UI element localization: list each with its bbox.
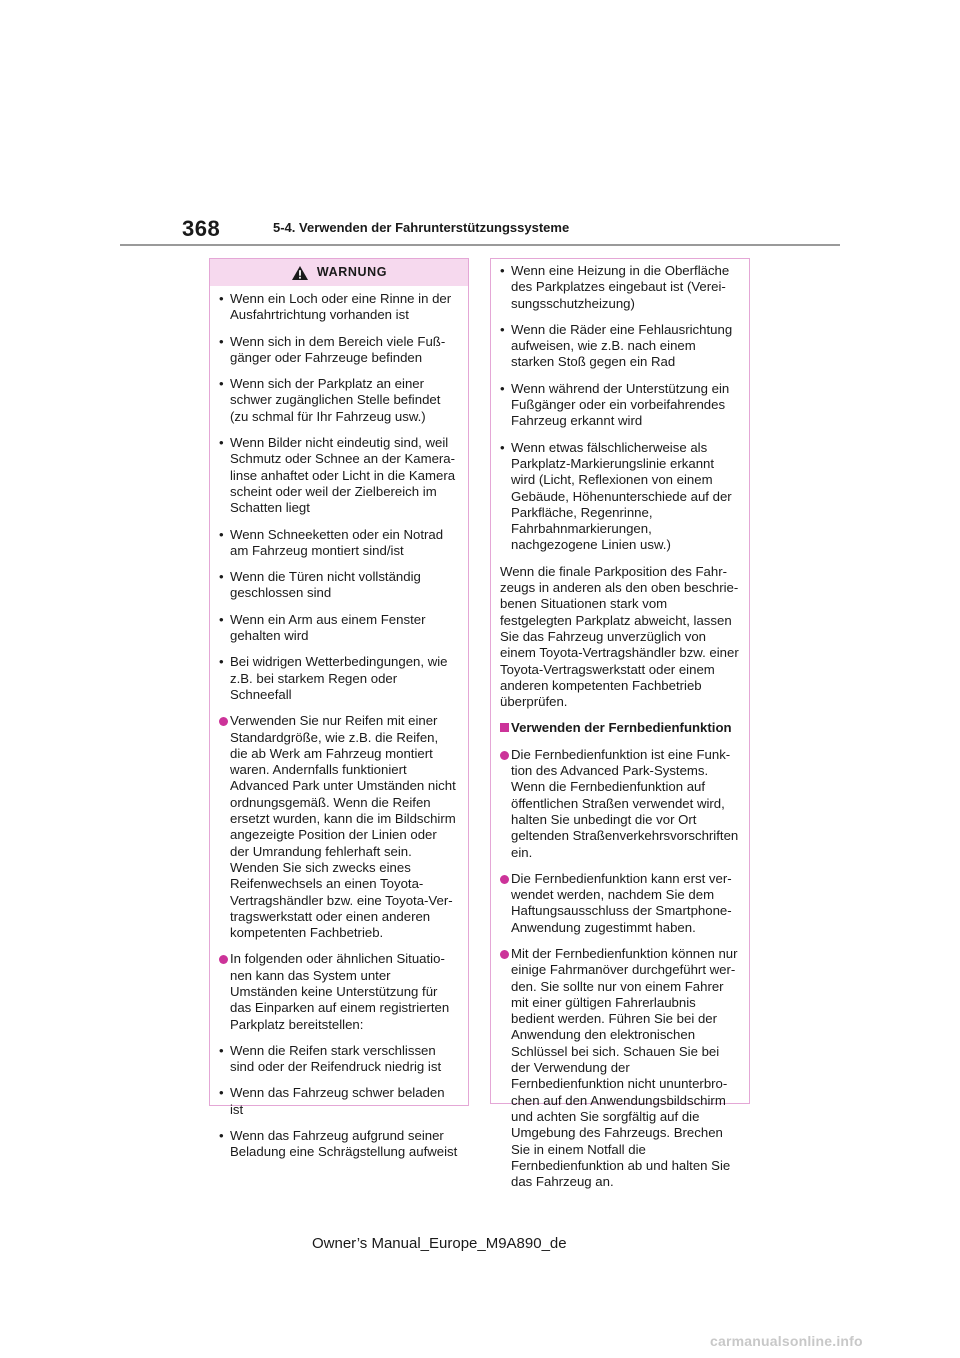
- subheading-text: Verwenden der Fernbedienfunktion: [511, 720, 732, 736]
- bullet-icon: •: [219, 1085, 224, 1101]
- bullet-icon: •: [219, 1042, 224, 1058]
- list-item: [219, 1043, 458, 1076]
- list-item: [219, 435, 458, 516]
- list-item-text: Wenn etwas fälschlicherweise als Parkplatz-Markierungslinie erkannt wird (Licht, Reflexionen von einem Gebäude, Höhenunterschiede auf der Parkfläche, Regenrinne, Fahrbahnmarkierungen, nachgezogene Linien usw.): [511, 439, 732, 553]
- list-item: [219, 612, 458, 645]
- warning-triangle-icon: [291, 265, 309, 281]
- list-item: [500, 263, 739, 312]
- circle-bullet-icon: [219, 717, 228, 726]
- list-item-text: Wenn das Fahrzeug schwer beladen ist: [230, 1085, 445, 1117]
- list-item: [219, 713, 458, 941]
- bullet-icon: •: [219, 333, 224, 349]
- list-item: [219, 527, 458, 560]
- list-item: [219, 569, 458, 602]
- warning-paragraph: Wenn die finale Parkposition des Fahrzeugs in anderen als den oben beschriebenen Situationen stark vom festgelegten Parkplatz abweicht, lassen Sie das Fahrzeug unverzüglich von einem Toyota-Vertragshändler bzw. einer Toyota-Vertragswerkstatt oder einem anderen kompetenten Fachbetrieb überprüfen.: [500, 563, 739, 710]
- header-rule: [120, 244, 840, 246]
- bullet-icon: •: [219, 435, 224, 451]
- list-item: [219, 1085, 458, 1118]
- list-item: [500, 381, 739, 430]
- list-item-text: Wenn Bilder nicht eindeutig sind, weil Schmutz oder Schnee an der Kameralinse anhaftet oder Licht in die Kamera scheint oder weil der Zielbereich im Schatten liegt: [230, 435, 456, 516]
- warning-title: WARNUNG: [316, 265, 388, 280]
- list-item-text: Wenn das Fahrzeug aufgrund seiner Beladung eine Schrägstellung aufweist: [230, 1128, 458, 1160]
- list-item: [500, 440, 739, 554]
- subheading: [500, 720, 739, 736]
- circle-bullet-icon: [500, 751, 509, 760]
- list-item: [500, 871, 739, 936]
- list-item-text: Wenn sich der Parkplatz an einer schwer zugänglichen Stelle befindet (zu schmal für Ihr Fahrzeug usw.): [230, 376, 441, 424]
- bullet-icon: •: [500, 439, 505, 455]
- list-item-text: In folgenden oder ähnlichen Situationen kann das System unter Umständen keine Unterstützung für das Einparken auf einem registrierten Parkplatz bereitstellen:: [230, 951, 450, 1032]
- list-item-text: Bei widrigen Wetterbedingungen, wie z.B. bei starkem Regen oder Schneefall: [230, 654, 448, 702]
- bullet-icon: •: [219, 654, 224, 670]
- list-item: [500, 946, 739, 1190]
- warning-left-list: [210, 286, 468, 1161]
- list-item-text: Verwenden Sie nur Reifen mit einer Standardgröße, wie z.B. die Reifen, die ab Werk am Fahrzeug montiert waren. Andernfalls funktioniert Advanced Park unter Umständen nicht ordnungsgemäß. Wenn die Reifen ersetzt wurden, kann die im Bildschirm angezeigte Position der Linien oder der Umrandung fehlerhaft sein. Wenden Sie sich zwecks eines Reifenwechsels an einen Toyota-Vertragshändler bzw. eine Toyota-Vertragswerkstatt oder einen anderen kompetenten Fachbetrieb.: [230, 713, 456, 941]
- list-item: [219, 1128, 458, 1161]
- list-item-text: Die Fernbedienfunktion ist eine Funktion des Advanced Park-Systems. Wenn die Fernbedienfunktion auf öffentlichen Straßen verwendet wird, halten Sie unbedingt die vor Ort geltenden Straßenverkehrsvorschriften ein.: [511, 746, 739, 860]
- list-item: [219, 334, 458, 367]
- circle-bullet-icon: [500, 950, 509, 959]
- bullet-icon: •: [219, 526, 224, 542]
- circle-bullet-icon: [219, 955, 228, 964]
- warning-box-left: [209, 258, 469, 1160]
- list-item-text: Wenn die Reifen stark verschlissen sind oder der Reifendruck niedrig ist: [230, 1042, 442, 1075]
- list-item-text: Wenn ein Loch oder eine Rinne in der Ausfahrtrichtung vorhanden ist: [230, 291, 452, 323]
- bullet-icon: •: [219, 611, 224, 627]
- bullet-icon: •: [500, 380, 505, 396]
- bullet-icon: •: [219, 1128, 224, 1144]
- list-item: [500, 747, 739, 861]
- section-title: 5-4. Verwenden der Fahrunterstützungssysteme: [273, 220, 570, 235]
- bullet-icon: •: [219, 376, 224, 392]
- list-item: [219, 951, 458, 1032]
- list-item-text: Wenn eine Heizung in die Oberfläche des Parkplatzes eingebaut ist (Vereisungsschutzheizung): [511, 263, 730, 311]
- list-item-text: Mit der Fernbedienfunktion können nur einige Fahrmanöver durchgeführt werden. Sie sollte nur von einem Fahrer mit einer gültigen Fahrerlaubnis bedient werden. Führen Sie bei der Anwendung den elektronischen Schlüssel bei sich. Schauen Sie bei der Verwendung der Fernbedienfunktion nicht ununterbrochen auf den Anwendungsbildschirm und achten Sie sorgfältig auf die Umgebung des Fahrzeugs. Brechen Sie in einem Notfall die Fernbedienfunktion ab und halten Sie das Fahrzeug an.: [511, 945, 738, 1190]
- bullet-icon: •: [500, 321, 505, 337]
- watermark: carmanualsonline.info: [710, 1333, 863, 1349]
- bullet-icon: •: [500, 263, 505, 278]
- warning-box-right: [490, 258, 750, 1190]
- page-number: 368: [182, 216, 221, 241]
- square-bullet-icon: [500, 723, 509, 732]
- list-item-text: Wenn die Räder eine Fehlausrichtung aufweisen, wie z.B. nach einem starken Stoß gegen ein Rad: [511, 321, 733, 370]
- footer-text: Owner’s Manual_Europe_M9A890_de: [312, 1235, 567, 1252]
- bullet-icon: •: [219, 291, 224, 306]
- list-item: [219, 291, 458, 324]
- list-item-text: Wenn sich in dem Bereich viele Fußgänger oder Fahrzeuge befinden: [230, 333, 446, 365]
- list-item: [219, 376, 458, 425]
- list-item: [219, 654, 458, 703]
- bullet-icon: •: [219, 569, 224, 585]
- list-item-text: Wenn während der Unterstützung ein Fußgänger oder ein vorbeifahrendes Fahrzeug erkannt wird: [511, 380, 730, 429]
- list-item-text: Wenn ein Arm aus einem Fenster gehalten wird: [230, 611, 426, 644]
- list-item: [500, 322, 739, 371]
- warning-header: [210, 259, 468, 286]
- circle-bullet-icon: [500, 875, 509, 884]
- list-item-text: Wenn die Türen nicht vollständig geschlossen sind: [230, 569, 421, 601]
- list-item-text: Wenn Schneeketten oder ein Notrad am Fahrzeug montiert sind/ist: [230, 526, 444, 558]
- list-item-text: Die Fernbedienfunktion kann erst verwendet werden, nachdem Sie dem Haftungsausschluss der Smartphone-Anwendung zugestimmt haben.: [511, 870, 732, 935]
